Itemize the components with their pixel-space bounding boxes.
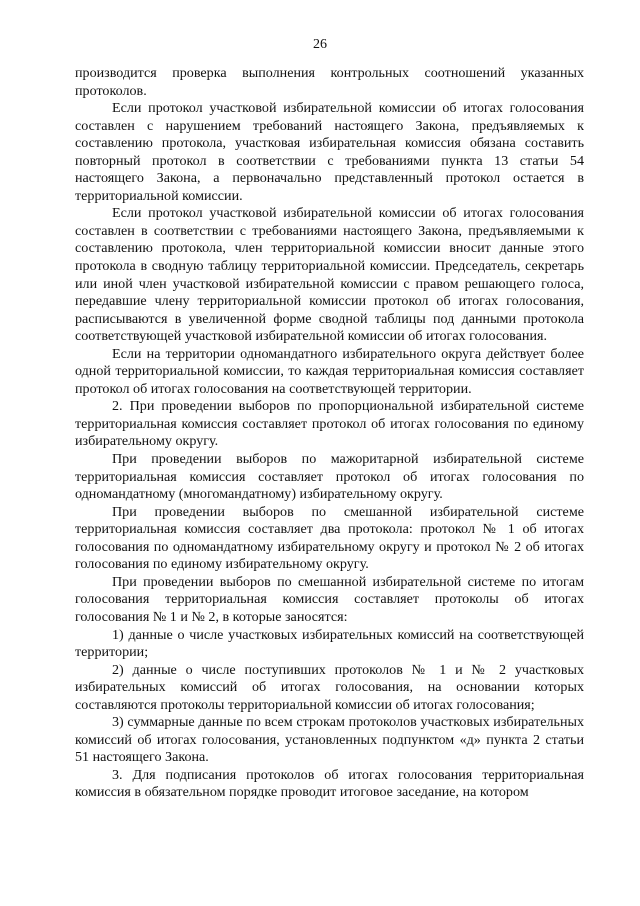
paragraph: Если протокол участковой избирательной комиссии об итогах голосования составлен с нарушением требований настоящего Закона, предъявляемых к составлению протокола, участковая избирательная комиссия обязана составить повторный протокол в соответствии с требованиями пункта 13 статьи 54 настоящего Закона, а первоначально представленный протокол остается в территориальной комиссии. — [75, 100, 584, 204]
page-number: 26 — [313, 37, 327, 52]
paragraph: Если протокол участковой избирательной комиссии об итогах голосования составлен в соответствии с требованиями настоящего Закона, предъявляемыми к составлению протокола, член территориальной комиссии вносит данные этого протокола в сводную таблицу территориальной комиссии. Председатель, секретарь или иной член участковой избирательной комиссии с правом решающего голоса, передавшие члену территориальной комиссии протокол об итогах голосования, расписываются в увеличенной форме сводной таблицы под данными протокола соответствующей участковой избирательной комиссии об итогах голосования. — [75, 205, 584, 345]
paragraph: При проведении выборов по мажоритарной избирательной системе территориальная комиссия составляет протокол об итогах голосования по одномандатному (многомандатному) избирательному округу. — [75, 451, 584, 503]
list-item: 1) данные о числе участковых избирательных комиссий на соответствующей территории; — [75, 626, 584, 661]
list-item: 3) суммарные данные по всем строкам протоколов участковых избирательных комиссий об итогах голосования, установленных подпунктом «д» пункта 2 статьи 51 настоящего Закона. — [75, 714, 584, 766]
paragraph: 3. Для подписания протоколов об итогах голосования территориальная комиссия в обязательном порядке проводит итоговое заседание, на котором — [75, 766, 584, 801]
paragraph: При проведении выборов по смешанной избирательной системе территориальная комиссия составляет два протокола: протокол № 1 об итогах голосования по одномандатному избирательному округу и протокол № 2 об итогах голосования по единому избирательному округу. — [75, 503, 584, 573]
paragraph: При проведении выборов по смешанной избирательной системе по итогам голосования территориальная комиссия составляет протоколы об итогах голосования № 1 и № 2, в которые заносятся: — [75, 573, 584, 625]
list-item: 2) данные о числе поступивших протоколов № 1 и № 2 участковых избирательных комиссий об итогах голосования, на основании которых составляются протоколы территориальной комиссии об итогах голосования; — [75, 661, 584, 713]
paragraph-continuation: производится проверка выполнения контрольных соотношений указанных протоколов. — [75, 65, 584, 99]
paragraph: 2. При проведении выборов по пропорциональной избирательной системе территориальная комиссия составляет протокол об итогах голосования по единому избирательному округу. — [75, 398, 584, 450]
paragraph: Если на территории одномандатного избирательного округа действует более одной территориальной комиссии, то каждая территориальная комиссия составляет протокол об итогах голосования на соответствующей территории. — [75, 345, 584, 397]
document-body — [75, 65, 584, 802]
